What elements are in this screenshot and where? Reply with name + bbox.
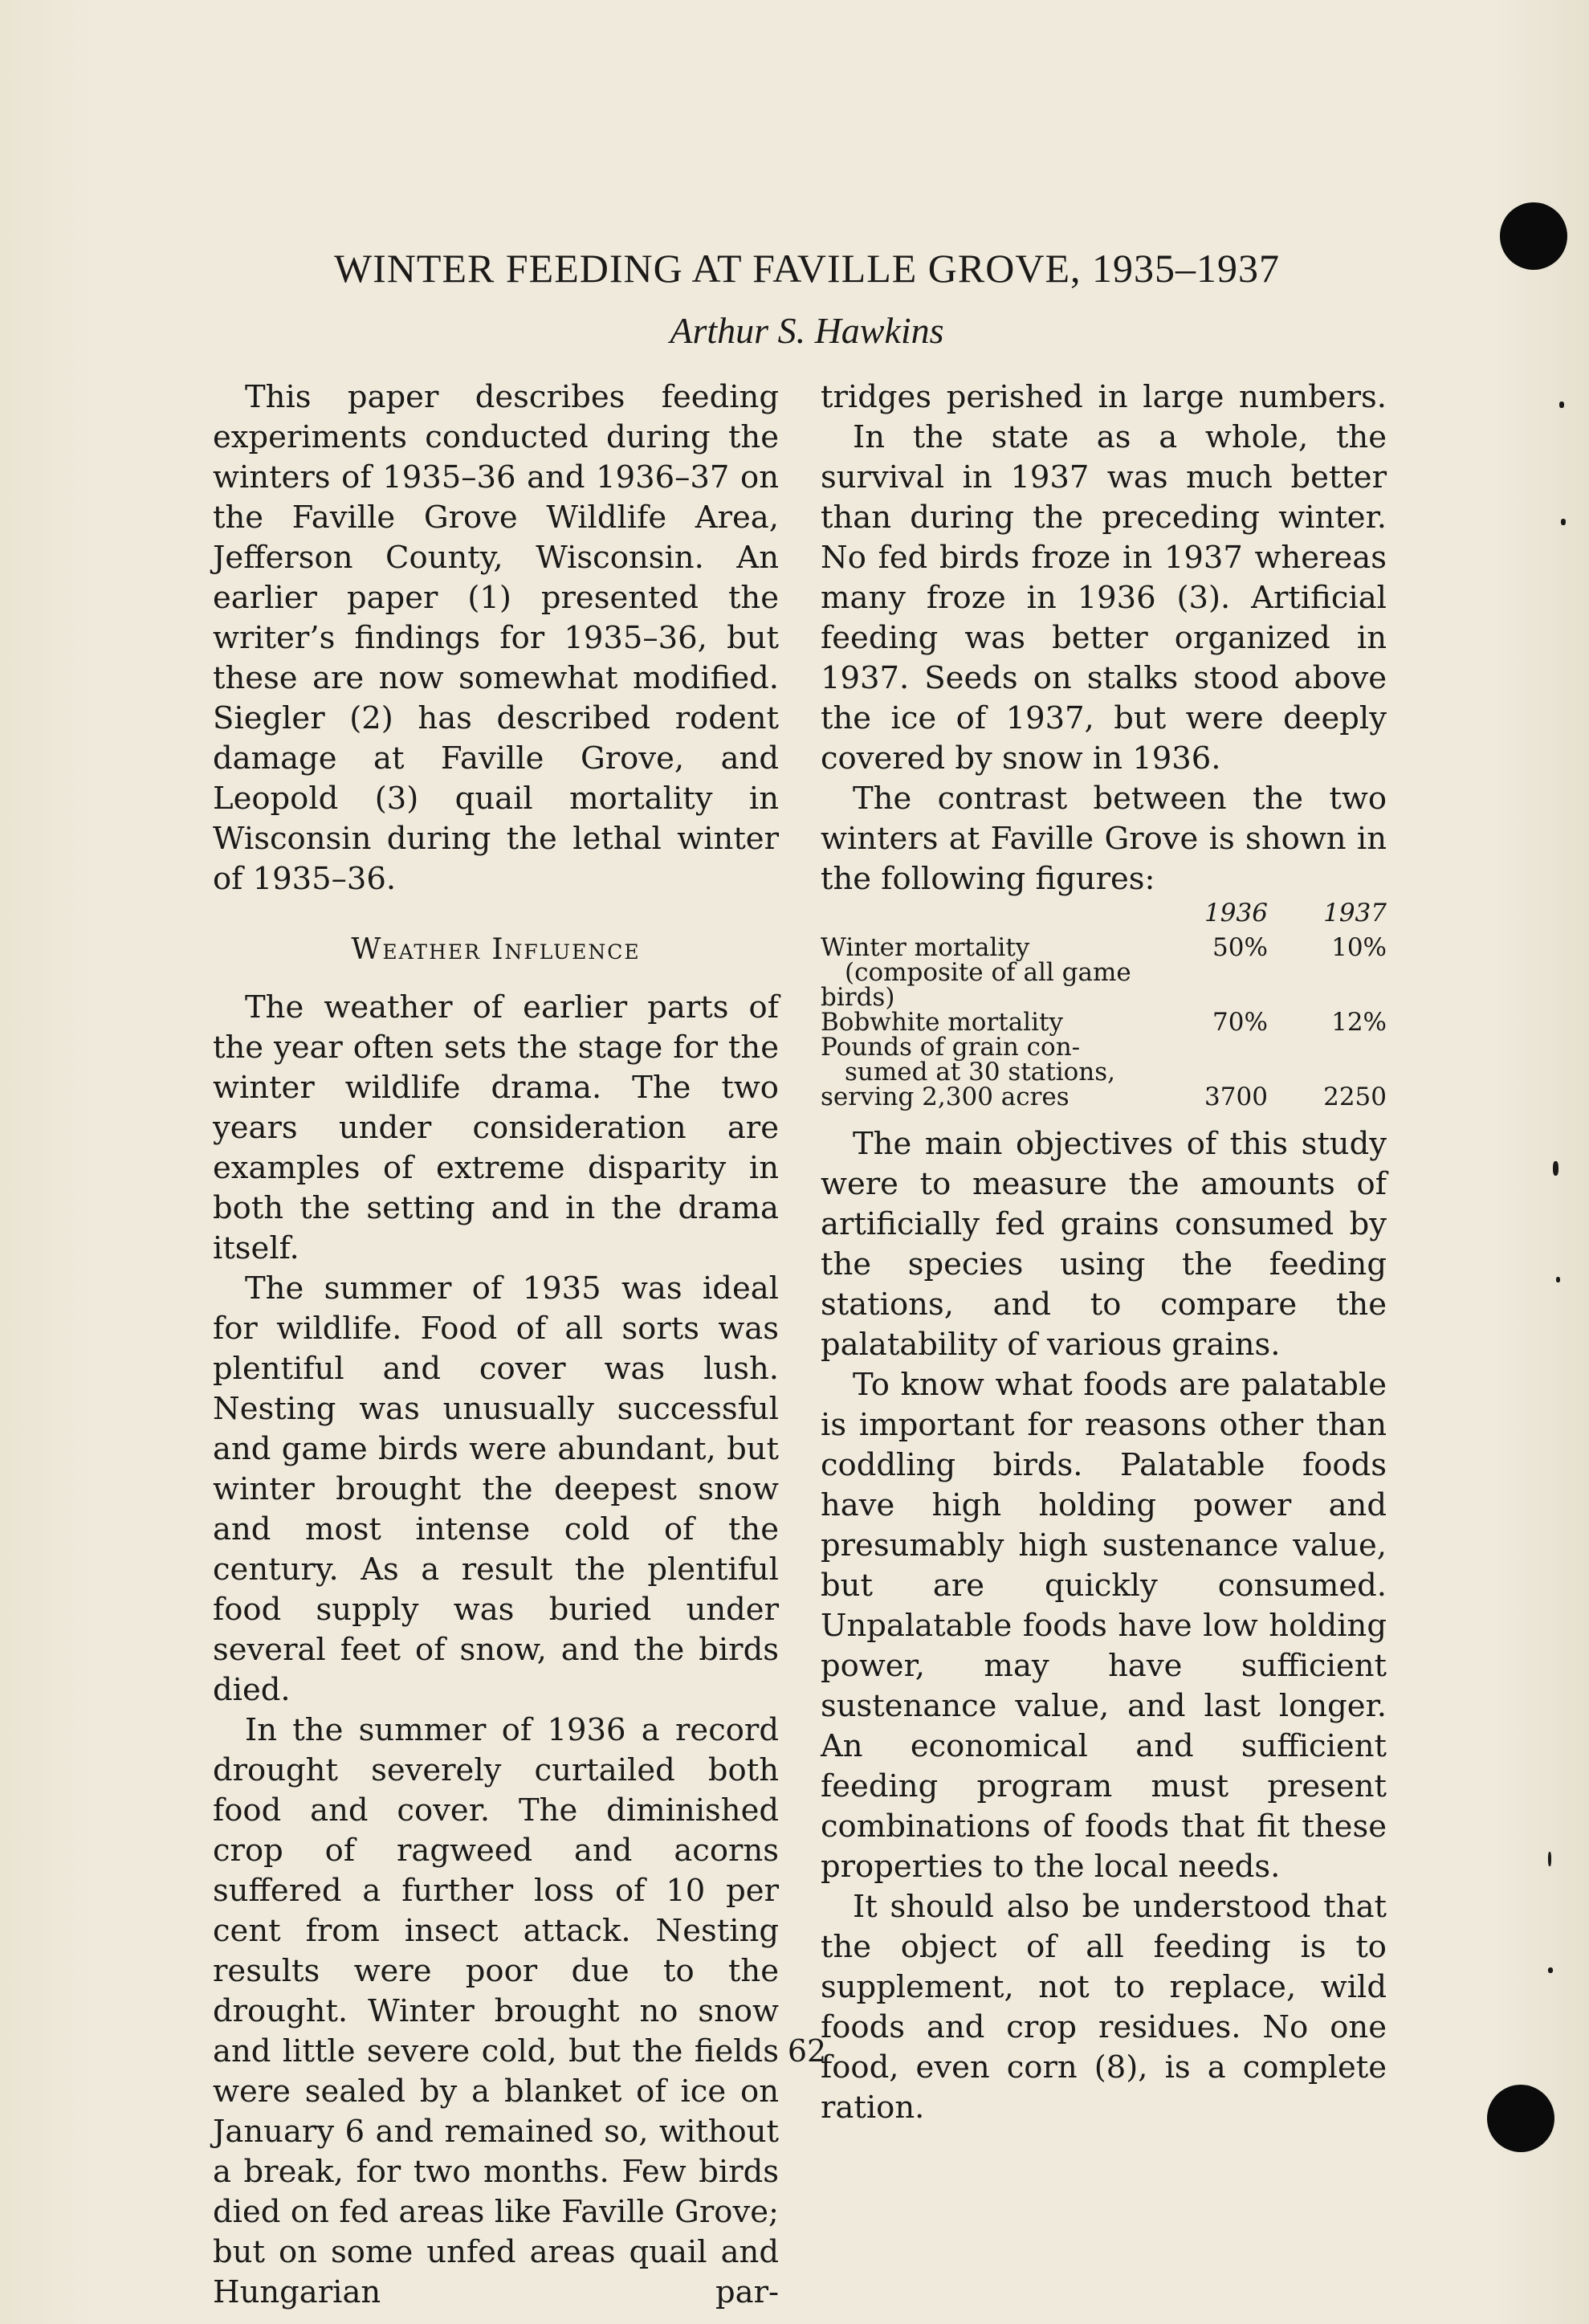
row-sublabel: sumed at 30 stations, serving 2,300 acres — [821, 1058, 1116, 1111]
table-row — [821, 1010, 1387, 1035]
margin-speck — [1559, 402, 1564, 408]
margin-speck — [1556, 1277, 1560, 1282]
paragraph-summer-1936: In the summer of 1936 a record drought severely curtailed both food and cover. The diminished crop of ragweed and acorns suffered a further loss of 10 per cent from insect attack. Nesting results were poor due to the drought. Winter brought no snow and little severe cold, but the fields were sealed by a blanket of ice on January 6 and remained so, without a break, for two months. Few birds died on fed areas like Faville Grove; but on some unfed areas quail and Hungarian par- — [213, 1712, 779, 2310]
paragraph-supplement: It should also be understood that the object of all feeding is to supplement, not to replace, wild foods and crop residues. No one food, even corn (8), is a complete ration. — [821, 1889, 1387, 2126]
margin-speck — [1548, 1967, 1553, 1973]
article-author: Arthur S. Hawkins — [670, 310, 944, 351]
row-sublabel: (composite of all game birds) — [821, 958, 1131, 1012]
row-label: Bobwhite mortality — [821, 1008, 1063, 1037]
mortality-figures-table — [821, 901, 1387, 1110]
margin-speck — [1553, 1161, 1558, 1176]
row-label: Winter mortality — [821, 933, 1030, 962]
punch-hole-bottom — [1487, 2085, 1554, 2152]
margin-speck — [1561, 519, 1566, 525]
cell-1937: 12% — [1331, 1008, 1387, 1037]
paragraph-contrast: The contrast between the two winters at Faville Grove is shown in the following figures: — [821, 781, 1387, 897]
row-label: Pounds of grain con- — [821, 1033, 1081, 1062]
article-title: WINTER FEEDING AT FAVILLE GROVE, 1935–1937 — [333, 246, 1281, 291]
left-column — [213, 377, 779, 2313]
table-row — [821, 936, 1387, 1010]
section-heading-weather: Weather Influence — [351, 933, 641, 966]
table-row-label — [821, 1035, 1149, 1110]
cell-1936: 3700 — [1204, 1082, 1268, 1111]
table-header-1936: 1936 — [1204, 899, 1268, 928]
cell-1937: 10% — [1331, 933, 1387, 962]
paragraph-state-survival: In the state as a whole, the survival in 1937 was much better than during the preceding winter. No fed birds froze in 1937 whereas many froze in 1936 (3). Artificial feeding was better organized in 1937. Seeds on stalks stood above the ice of 1937, but were deeply covered by snow in 1936. — [821, 419, 1387, 777]
paragraph-continuation: tridges perished in large numbers. — [821, 379, 1387, 415]
table-row — [821, 1035, 1387, 1110]
paragraph-objectives: The main objectives of this study were to measure the amounts of artificially fed grains consumed by the species using the feeding stations, and to compare the palatability of various grains. — [821, 1126, 1387, 1363]
margin-speck — [1548, 1852, 1551, 1866]
table-header-row — [821, 901, 1387, 936]
paragraph-summer-1935: The summer of 1935 was ideal for wildlife. Food of all sorts was plentiful and cover was lush. Nesting was unusually successful and game birds were abundant, but winter brought the deepest snow and most intense cold of the century. As a result the plentiful food supply was buried under several feet of snow, and the birds died. — [213, 1270, 779, 1708]
table-row-label — [821, 933, 1149, 1012]
paragraph-palatability: To know what foods are palatable is important for reasons other than coddling birds. Palatable foods have high holding power and presumably high sustenance value, but are quickly consumed. Unpalatable foods have low holding power, may have sufficient sustenance value, and last longer. An economical and sufficient feeding program must present combinations of foods that fit these properties to the local needs. — [821, 1367, 1387, 1885]
paragraph-weather-setting: The weather of earlier parts of the year often sets the stage for the winter wildlife drama. The two years under consideration are examples of extreme disparity in both the setting and in the drama itself. — [213, 989, 779, 1266]
cell-1936: 70% — [1212, 1008, 1268, 1037]
table-row-label — [821, 1010, 1149, 1035]
right-column — [821, 377, 1387, 2128]
cell-1936: 50% — [1212, 933, 1268, 962]
table-header-1937: 1937 — [1323, 899, 1387, 928]
page-number: 62 — [787, 2033, 827, 2069]
cell-1937: 2250 — [1323, 1082, 1387, 1111]
paragraph-intro: This paper describes feeding experiments conducted during the winters of 1935–36 and 1936–37 on the Faville Grove Wildlife Area, Jefferson County, Wisconsin. An earlier paper (1) presented the writer’s findings for 1935–36, but these are now somewhat modified. Siegler (2) has described rodent damage at Faville Grove, and Leopold (3) quail mortality in Wisconsin during the lethal winter of 1935–36. — [213, 379, 779, 897]
